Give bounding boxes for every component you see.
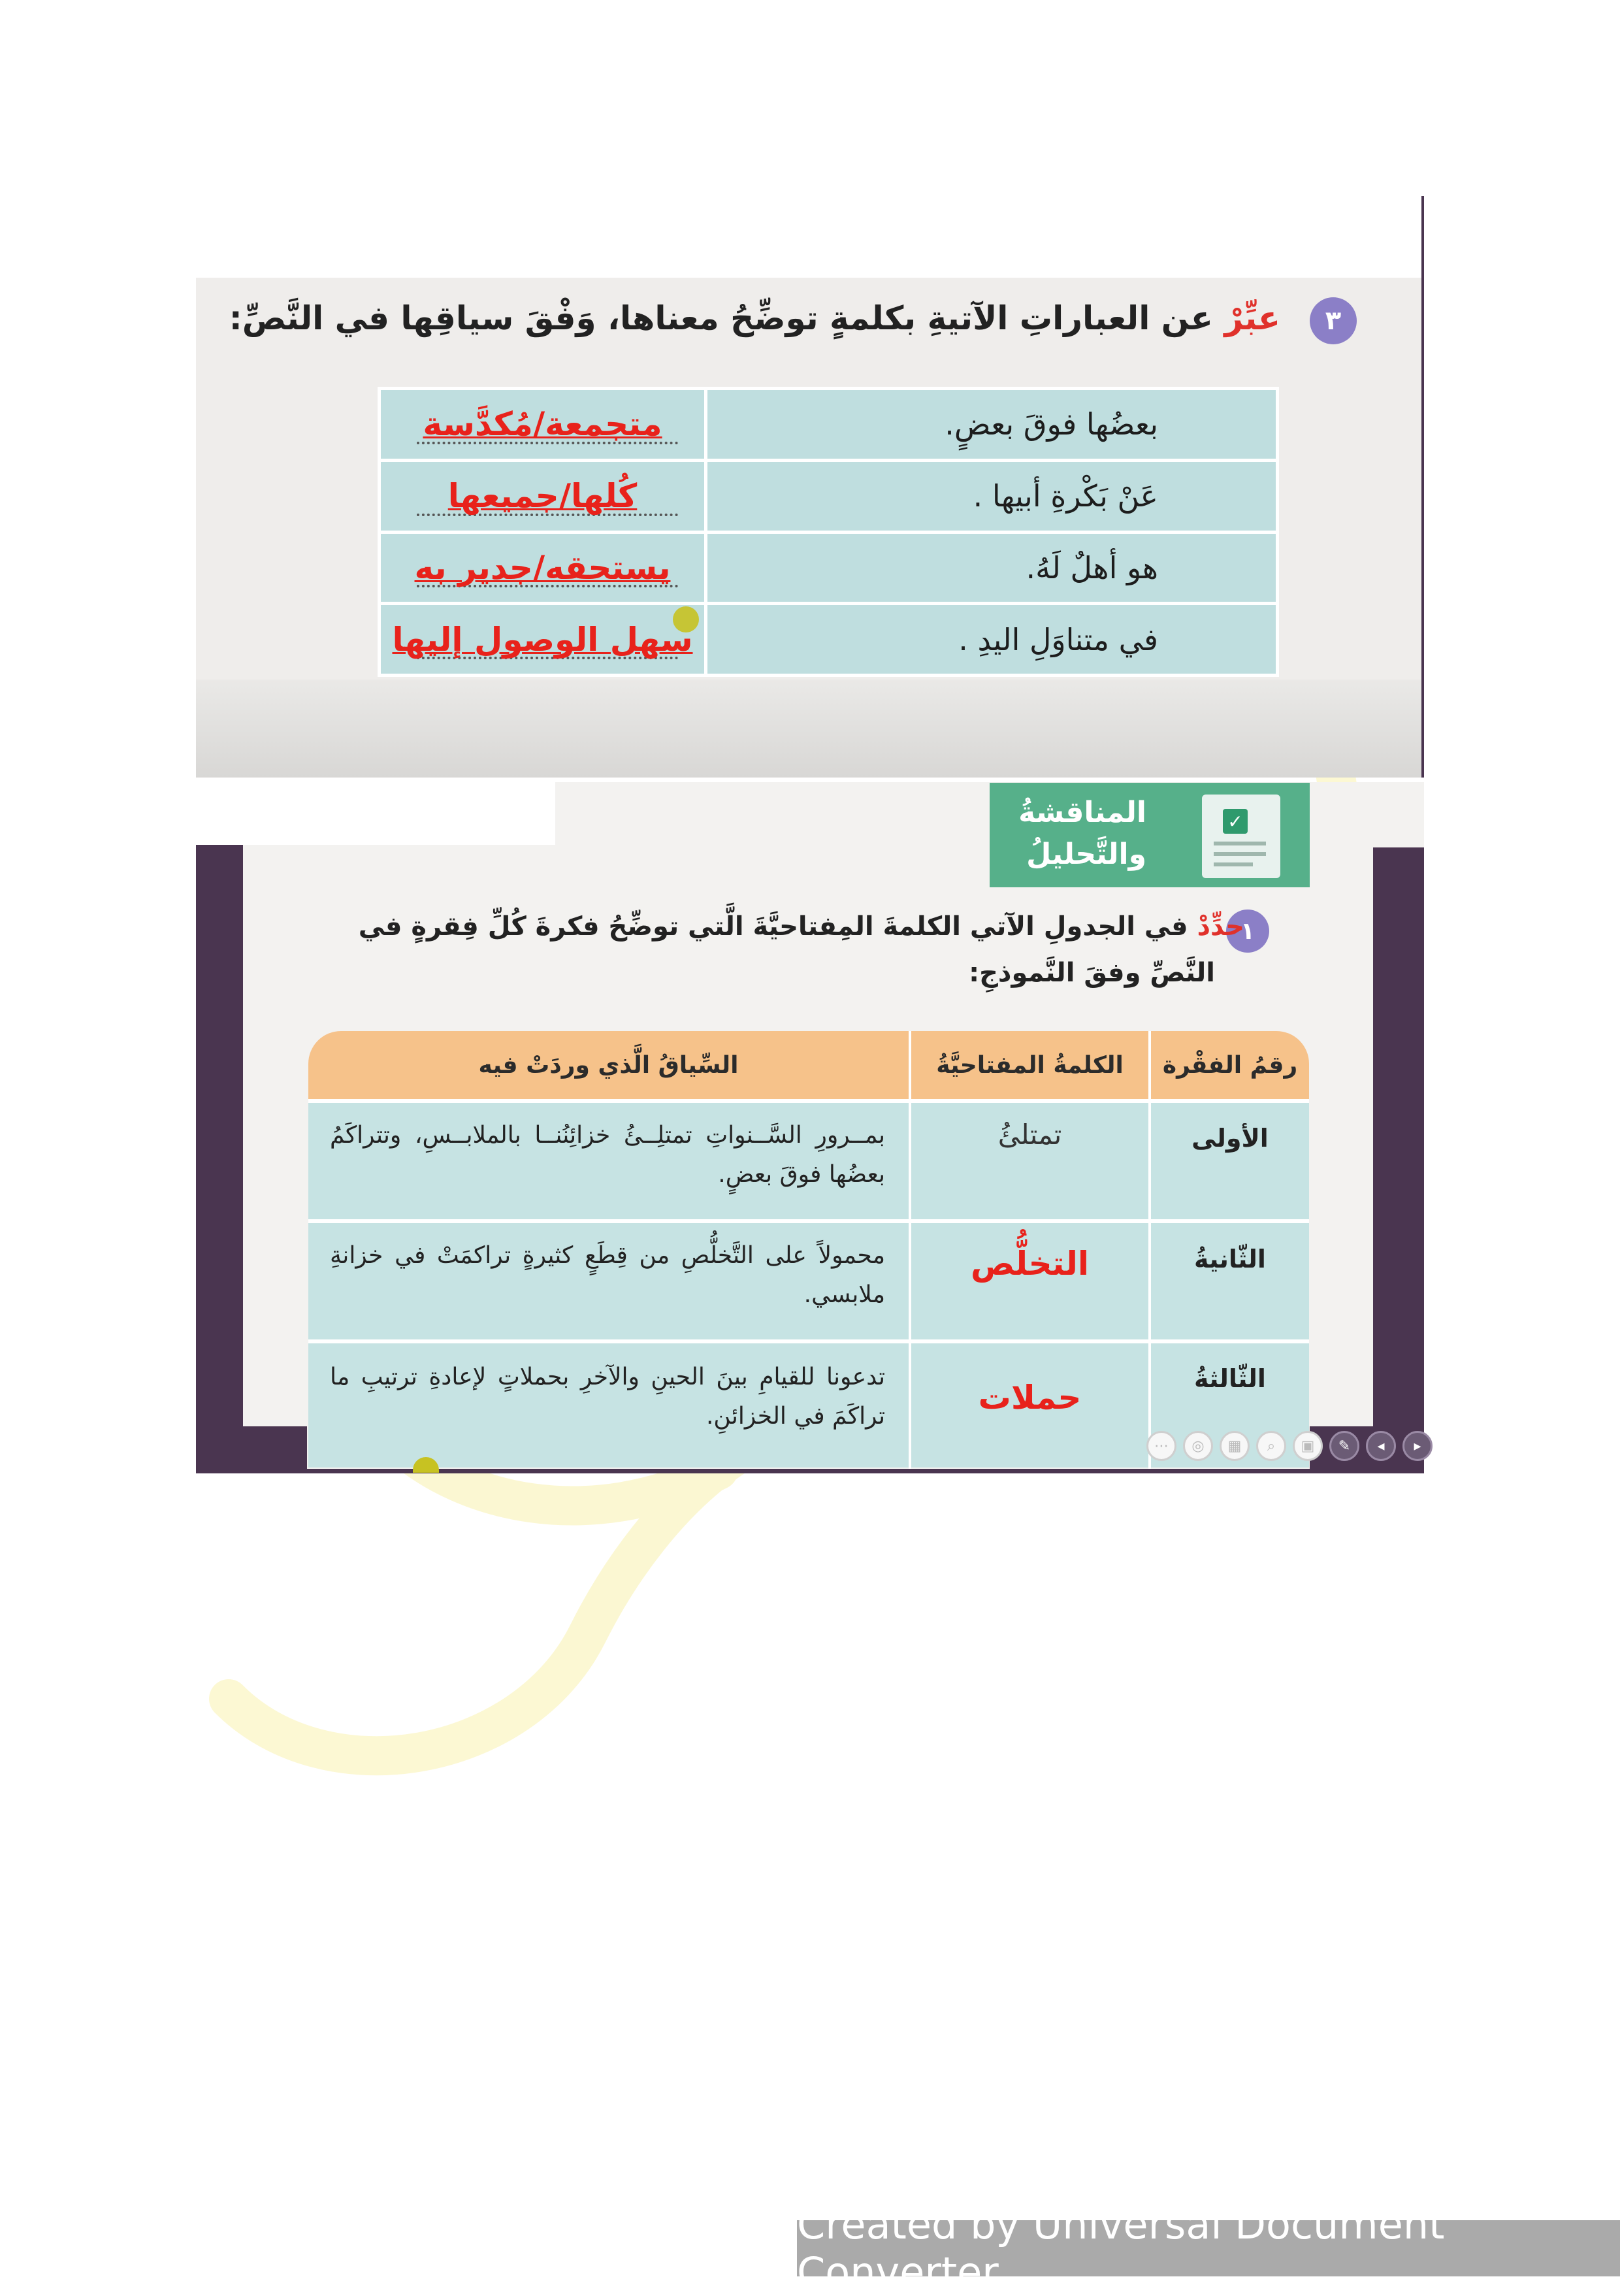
- answer-text: كُلها/جميعها: [447, 477, 638, 516]
- phrase-cell: عَنْ بَكْرةِ أبيها .: [706, 460, 1278, 532]
- section-title: [990, 792, 1310, 876]
- camera-icon[interactable]: ◎: [1183, 1431, 1213, 1461]
- exercise-1-heading: [359, 911, 1244, 942]
- slides-icon[interactable]: ▣: [1293, 1431, 1323, 1461]
- more-icon[interactable]: ⋯: [1146, 1431, 1176, 1461]
- exercise-1-instruction: في الجدولِ الآتي الكلمةَ المِفتاحيَّةَ الَّتي توضِّحُ فكرةَ كُلِّ فِقرةٍ في: [358, 911, 1188, 942]
- answer-cell: [380, 604, 706, 676]
- checkmark-icon: ✓: [1223, 809, 1248, 834]
- answer-cell: [380, 389, 706, 461]
- exercise-3-heading: [229, 299, 1280, 337]
- previous-slide-icon[interactable]: ◂: [1366, 1431, 1396, 1461]
- keyword-cell: التخلُّص: [971, 1245, 1089, 1283]
- section-badge: [990, 783, 1310, 887]
- context-cell: تدعونا للقيامِ بينَ الحينِ والآخرِ بحملاتٍ لإعادةِ ترتيبِ ما تراكَمَ في الخزائنِ.: [330, 1364, 885, 1430]
- exercise-1-instruction-line-2: النَّصِّ وفقَ النَّموذجِ:: [969, 958, 1215, 988]
- answer-text: متجمعة/مُكدَّسة: [423, 405, 662, 444]
- exercise-3-table: [378, 387, 1279, 677]
- table-row: [380, 604, 1278, 676]
- answer-text: يستحقه/جدير به: [414, 548, 671, 587]
- answer-text: سهل الوصول إليها: [392, 620, 693, 659]
- header-keyword: الكلمةُ المفتاحيَّةُ: [936, 1051, 1124, 1079]
- zoom-icon[interactable]: ⌕: [1256, 1431, 1286, 1461]
- slide-divider: [1421, 196, 1424, 778]
- slide-top-strip: [196, 196, 1424, 278]
- paragraph-number-cell: الثّالثةُ: [1194, 1364, 1266, 1393]
- answer-cell: [380, 460, 706, 532]
- context-cell: محمولاً على التَّخلُّصِ من قِطَعٍ كثيرةٍ تراكمَتْ في خزانةِ ملابسي.: [330, 1242, 885, 1308]
- table-row: [380, 460, 1278, 532]
- next-slide-icon[interactable]: ▸: [1402, 1431, 1433, 1461]
- table-row: [380, 389, 1278, 461]
- slide-navigation: [1146, 1431, 1433, 1462]
- section-title-line-1: المناقشةُ: [1018, 796, 1146, 829]
- slide-notch: [196, 782, 555, 845]
- keyword-cell: تمتلئُ: [997, 1119, 1062, 1151]
- exercise-3-number: ٣: [1310, 297, 1357, 344]
- header-paragraph-number: رقمُ الفقْرة: [1162, 1051, 1298, 1079]
- paragraph-number-cell: الثّانيةُ: [1194, 1245, 1266, 1273]
- answer-cell: [380, 532, 706, 604]
- exercise-3-instruction: عن العباراتِ الآتيةِ بكلمةٍ توضِّحُ معناها، وَفْقَ سياقِها في النَّصِّ:: [229, 299, 1213, 337]
- phrase-cell: هو أهلٌ لَهُ.: [706, 532, 1278, 604]
- keyword-cell: حملات: [978, 1379, 1082, 1417]
- pen-icon[interactable]: ✎: [1329, 1431, 1359, 1461]
- context-cell: بمــرورِ السَّــنواتِ تمتلِــئُ خزائِنُنــا بالملابــسِ، وتتراكَمُ بعضُها فوقَ بعضٍ.: [330, 1122, 885, 1188]
- exercise-1-verb: حدِّدْ: [1197, 911, 1244, 942]
- exercise-3-verb: عبِّرْ: [1224, 299, 1280, 337]
- phrase-cell: بعضُها فوقَ بعضٍ.: [706, 389, 1278, 461]
- header-context: السِّياقُ الَّذي وردَتْ فيه: [478, 1051, 739, 1079]
- table-row: [380, 532, 1278, 604]
- phrase-cell: في متناوَلِ اليدِ .: [706, 604, 1278, 676]
- slide-footer-band: [196, 680, 1424, 778]
- paragraph-number-cell: الأولى: [1191, 1124, 1269, 1153]
- section-title-line-2: والتَّحليلُ: [1026, 838, 1146, 871]
- exercise-1-number: ١: [1226, 910, 1269, 953]
- converter-footer: Created by Universal Document Converter: [797, 2220, 1620, 2276]
- grid-icon[interactable]: ▦: [1220, 1431, 1250, 1461]
